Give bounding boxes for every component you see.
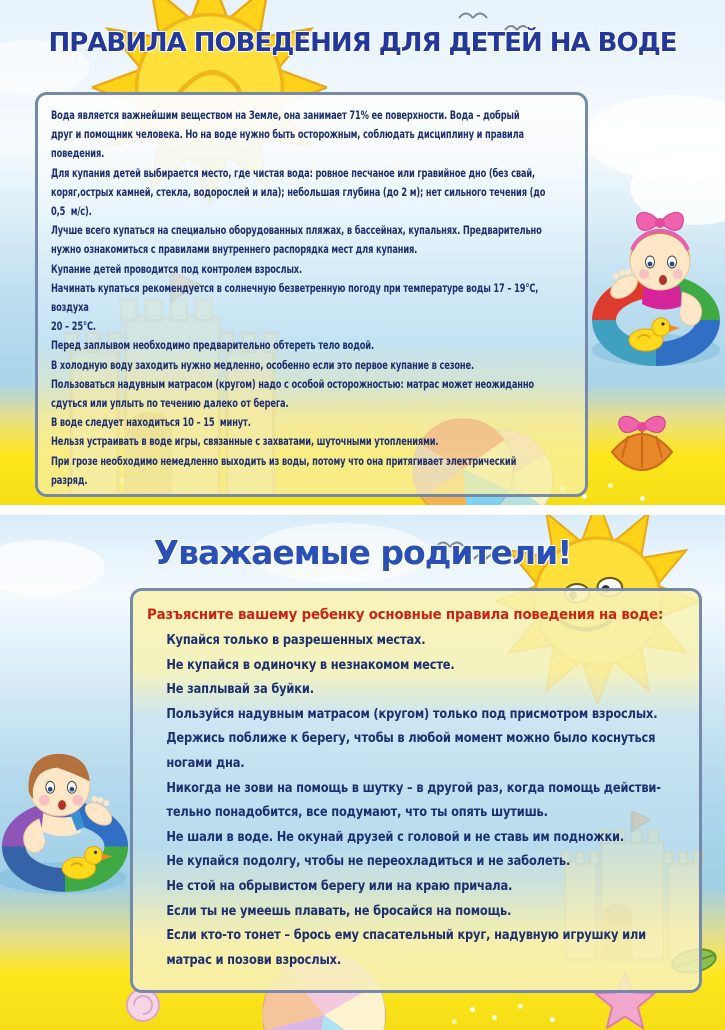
rules-text-line: При грозе необходимо немедленно выходить из воды, потому что она притягивает электрический bbox=[51, 453, 517, 468]
rules-text-line: В холодную воду заходить нужно медленно, особенно если это первое купание в сезоне. bbox=[51, 357, 474, 372]
rules-text-line: Пользоваться надувным матрасом (кругом) надо с особой осторожностью: матрас может неожиданно bbox=[51, 376, 534, 391]
girl-on-swim-ring-illustration bbox=[586, 188, 725, 378]
advice-line: Если кто-то тонет – брось ему спасательный круг, надувную игрушку или bbox=[166, 928, 647, 944]
rules-text-line: поведения. bbox=[51, 146, 105, 161]
rules-text-line: 0,5 м/с). bbox=[51, 204, 92, 219]
rules-text-line: Начинать купаться рекомендуется в солнечную безветренную погоду при температуре воды 17 – 19°С, bbox=[51, 280, 539, 295]
sand-sparkles bbox=[470, 1007, 475, 1012]
rules-text-line: коряг,острых камней, стекла, водорослей и ила); небольшая глубина (до 2 м); нет сильного течения (до bbox=[51, 184, 546, 199]
rules-text-line: Купание детей проводится под контролем взрослых. bbox=[51, 261, 303, 276]
shell-with-bow-icon bbox=[600, 396, 684, 476]
advice-line: Не купайся подолгу, чтобы не переохладиться и не заболеть. bbox=[166, 854, 571, 870]
rules-text-line: сдуться или уплыть по течению далеко от берега. bbox=[51, 396, 289, 411]
advice-line: Если ты не умеешь плавать, не бросайся на помощь. bbox=[166, 903, 512, 919]
baby-on-swim-ring-illustration bbox=[0, 715, 134, 905]
rules-text-line: Нельзя устраивать в воде игры, связанные с захватами, шуточными утоплениями. bbox=[51, 434, 439, 449]
advice-line: тельно понадобится, все подумают, что ты опять шутишь. bbox=[166, 805, 548, 821]
rules-text-box bbox=[35, 92, 588, 497]
advice-line: Не купайся в одиночку в незнакомом месте. bbox=[166, 657, 455, 673]
advice-line: Держись поближе к берегу, чтобы в любой момент можно было коснуться bbox=[166, 731, 656, 747]
page-1-rules-for-children bbox=[0, 0, 725, 505]
rules-text-line: воздуха bbox=[51, 300, 89, 315]
page-2-advice-for-parents bbox=[0, 515, 725, 1030]
advice-heading: Разъясните вашему ребенку основные правила поведения на воде: bbox=[147, 607, 664, 623]
advice-line: Пользуйся надувным матрасом (кругом) только под присмотром взрослых. bbox=[166, 706, 658, 722]
rules-text-line: Для купания детей выбирается место, где чистая вода: ровное песчаное или гравийное дно (без свай, bbox=[51, 165, 536, 180]
rules-text-line: 20 – 25°С. bbox=[51, 319, 96, 334]
advice-line: ногами дна. bbox=[166, 755, 245, 771]
rules-text-line: Вода является важнейшим веществом на Земле, она занимает 71% ее поверхности. Вода – добрый bbox=[51, 108, 520, 122]
rules-text-line: В воде следует находиться 10 – 15 минут. bbox=[51, 415, 251, 430]
advice-line: матрас и позови взрослых. bbox=[166, 952, 342, 968]
advice-line: Никогда не зови на помощь в шутку – в другой раз, когда помощь действи- bbox=[166, 780, 661, 796]
rules-text-line: нужно ознакомиться с правилами внутреннего распорядка мест для купания. bbox=[51, 242, 418, 257]
rules-text-line: Перед заплывом необходимо предварительно обтереть тело водой. bbox=[51, 338, 374, 353]
rules-text-line: Лучше всего купаться на специально оборудованных пляжах, в бассейнах, купальнях. Предварительно bbox=[51, 223, 542, 238]
parents-title: Уважаемые родители! bbox=[153, 533, 572, 572]
page-title: ПРАВИЛА ПОВЕДЕНИЯ ДЛЯ ДЕТЕЙ НА ВОДЕ bbox=[48, 28, 677, 58]
advice-line: Не шали в воде. Не окунай друзей с головой и не ставь им подножки. bbox=[166, 829, 625, 845]
advice-line: Не стой на обрывистом берегу или на краю причала. bbox=[166, 878, 513, 894]
rules-text-line: друг и помощник человека. Но на воде нужно быть осторожным, соблюдать дисциплину и правила bbox=[51, 127, 524, 142]
advice-line: Купайся только в разрешенных местах. bbox=[166, 633, 426, 648]
advice-text-box bbox=[130, 588, 702, 993]
rules-text-line: разряд. bbox=[51, 472, 88, 487]
advice-line: Не заплывай за буйки. bbox=[166, 682, 314, 698]
